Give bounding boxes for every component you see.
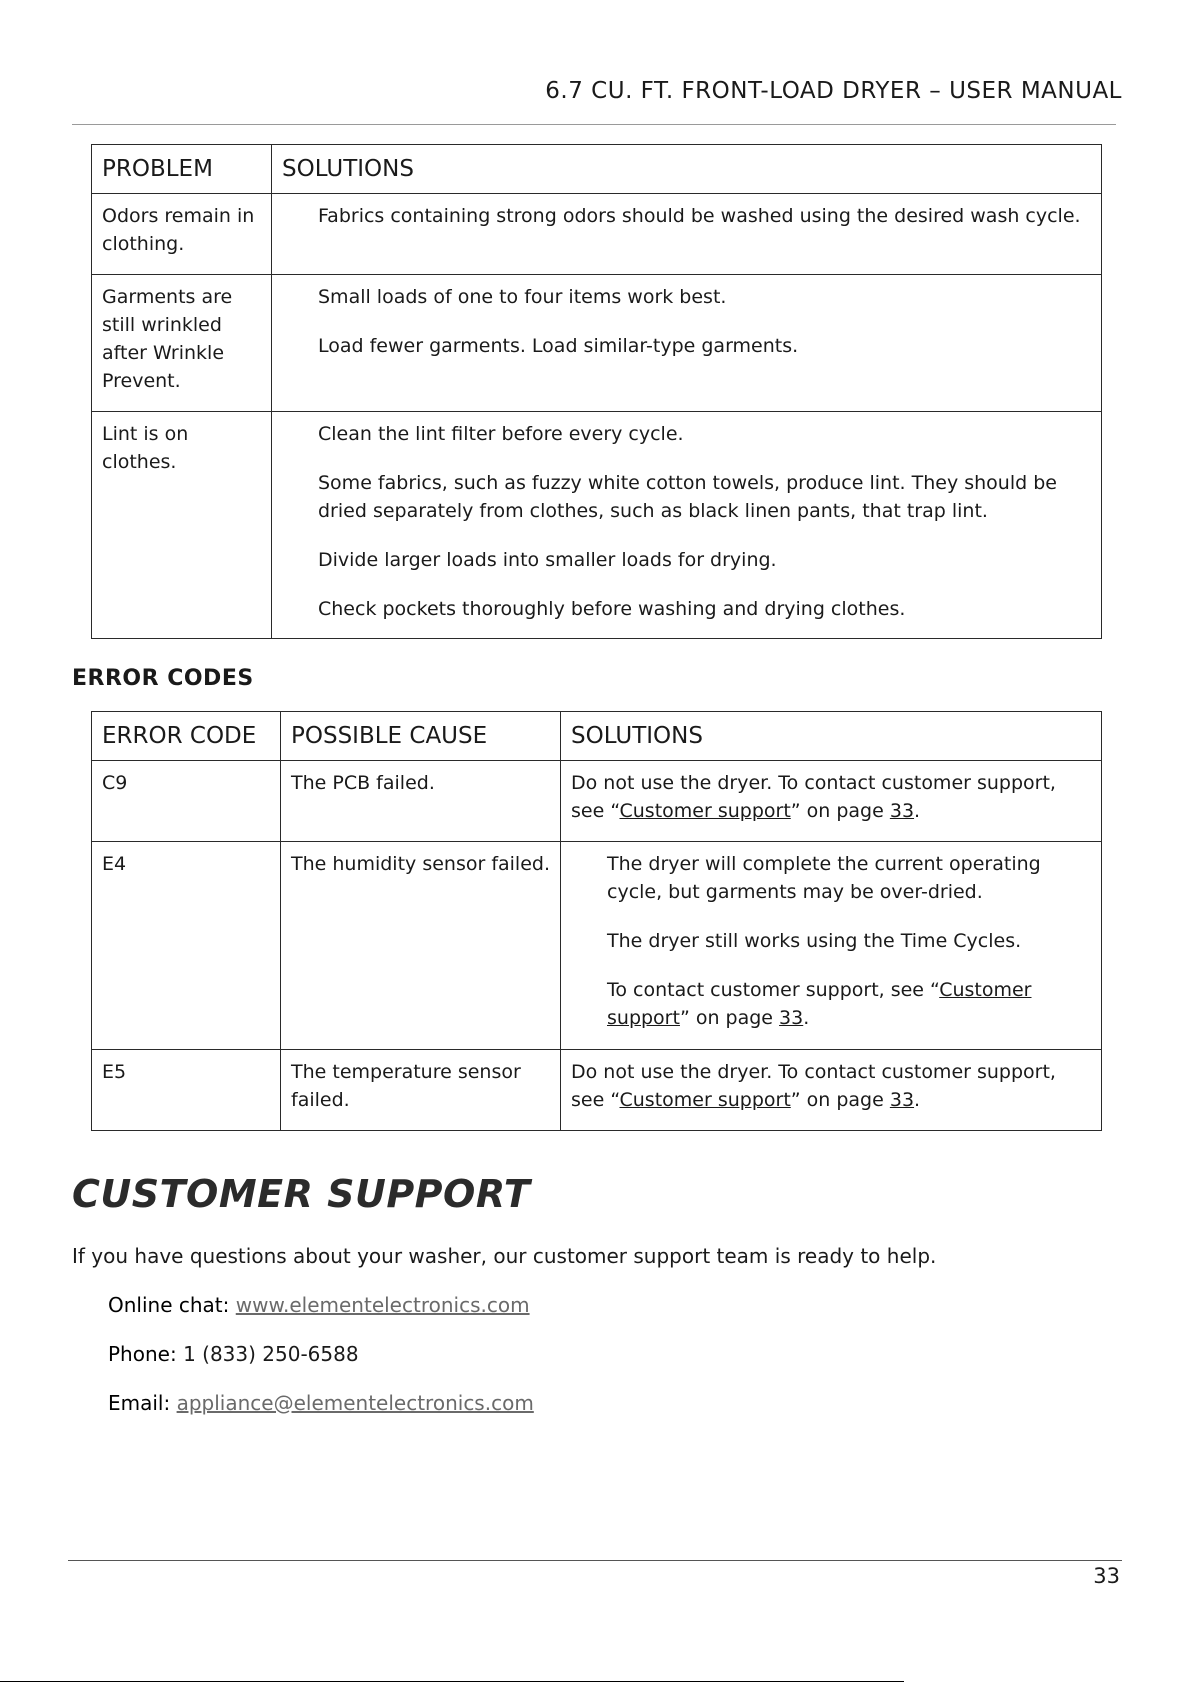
- table-row: [92, 842, 1102, 1050]
- table-row: [92, 412, 1102, 639]
- error-code-cell: E4: [102, 853, 127, 875]
- bottom-edge-line: [0, 1681, 904, 1682]
- solution-text: Divide larger loads into smaller loads for drying.: [318, 549, 777, 571]
- phone-label: Phone:: [108, 1342, 177, 1366]
- customer-support-title: CUSTOMER SUPPORT: [72, 1172, 531, 1216]
- online-chat-label: Online chat:: [108, 1293, 230, 1317]
- column-header-possible-cause: POSSIBLE CAUSE: [281, 712, 561, 761]
- document-header-title: 6.7 CU. FT. FRONT-LOAD DRYER – USER MANUAL: [545, 78, 1122, 104]
- solution-text: The dryer will complete the current operating cycle, but garments may be over-dried.: [607, 853, 1041, 903]
- solution-text: Fabrics containing strong odors should be washed using the desired wash cycle.: [318, 205, 1081, 227]
- solution-text: Small loads of one to four items work best.: [318, 286, 727, 308]
- solution-text: Some fabrics, such as fuzzy white cotton towels, produce lint. They should be dried separately from clothes, such as black linen pants, that trap lint.: [318, 472, 1057, 522]
- page-number: 33: [1093, 1564, 1120, 1588]
- website-link[interactable]: www.elementelectronics.com: [235, 1293, 530, 1317]
- customer-support-intro: If you have questions about your washer, our customer support team is ready to help.: [72, 1244, 937, 1268]
- column-header-error-code: ERROR CODE: [92, 712, 281, 761]
- table-header-row: [92, 712, 1102, 761]
- cause-cell: The humidity sensor failed.: [291, 853, 551, 875]
- email-line: [108, 1391, 534, 1415]
- phone-number: 1 (833) 250-6588: [183, 1342, 359, 1366]
- header-divider: [72, 124, 1116, 125]
- email-link[interactable]: appliance@elementelectronics.com: [176, 1391, 534, 1415]
- solution-text: The dryer still works using the Time Cycles.: [607, 930, 1022, 952]
- customer-support-link[interactable]: Customer support: [619, 1089, 791, 1111]
- phone-line: [108, 1342, 359, 1366]
- solution-text: Load fewer garments. Load similar-type garments.: [318, 335, 799, 357]
- footer-divider: [68, 1560, 1122, 1561]
- problem-cell: Odors remain in clothing.: [102, 205, 255, 255]
- table-row: [92, 194, 1102, 275]
- table-header-row: [92, 145, 1102, 194]
- error-codes-heading: ERROR CODES: [72, 666, 254, 691]
- table-row: [92, 761, 1102, 842]
- column-header-solutions: SOLUTIONS: [272, 145, 1102, 194]
- table-row: [92, 1050, 1102, 1131]
- error-code-cell: C9: [102, 772, 128, 794]
- problem-cell: Garments are still wrinkled after Wrinkle Prevent.: [102, 286, 233, 392]
- page-link[interactable]: 33: [889, 800, 915, 822]
- email-label: Email:: [108, 1391, 171, 1415]
- error-code-cell: E5: [102, 1061, 127, 1083]
- customer-support-link[interactable]: Customer support: [607, 979, 1032, 1029]
- page-link[interactable]: 33: [779, 1007, 804, 1029]
- column-header-solutions: SOLUTIONS: [561, 712, 1102, 761]
- problem-cell: Lint is on clothes.: [102, 423, 189, 473]
- online-chat-line: [108, 1293, 530, 1317]
- cause-cell: The PCB failed.: [291, 772, 435, 794]
- page-link[interactable]: 33: [889, 1089, 915, 1111]
- table-row: [92, 275, 1102, 412]
- customer-support-link[interactable]: Customer support: [619, 800, 791, 822]
- solution-text: Clean the lint filter before every cycle.: [318, 423, 684, 445]
- column-header-problem: PROBLEM: [92, 145, 272, 194]
- cause-cell: The temperature sensor failed.: [291, 1061, 521, 1111]
- troubleshooting-table: [91, 144, 1102, 639]
- solution-text: To contact customer support, see “Customer support” on page 33.: [607, 979, 1032, 1029]
- solution-text: Do not use the dryer. To contact customer support, see “Customer support” on page 33.: [571, 1061, 1056, 1111]
- solution-text: Check pockets thoroughly before washing and drying clothes.: [318, 598, 906, 620]
- error-codes-table: [91, 711, 1102, 1131]
- solution-text: Do not use the dryer. To contact customer support, see “Customer support” on page 33.: [571, 772, 1056, 822]
